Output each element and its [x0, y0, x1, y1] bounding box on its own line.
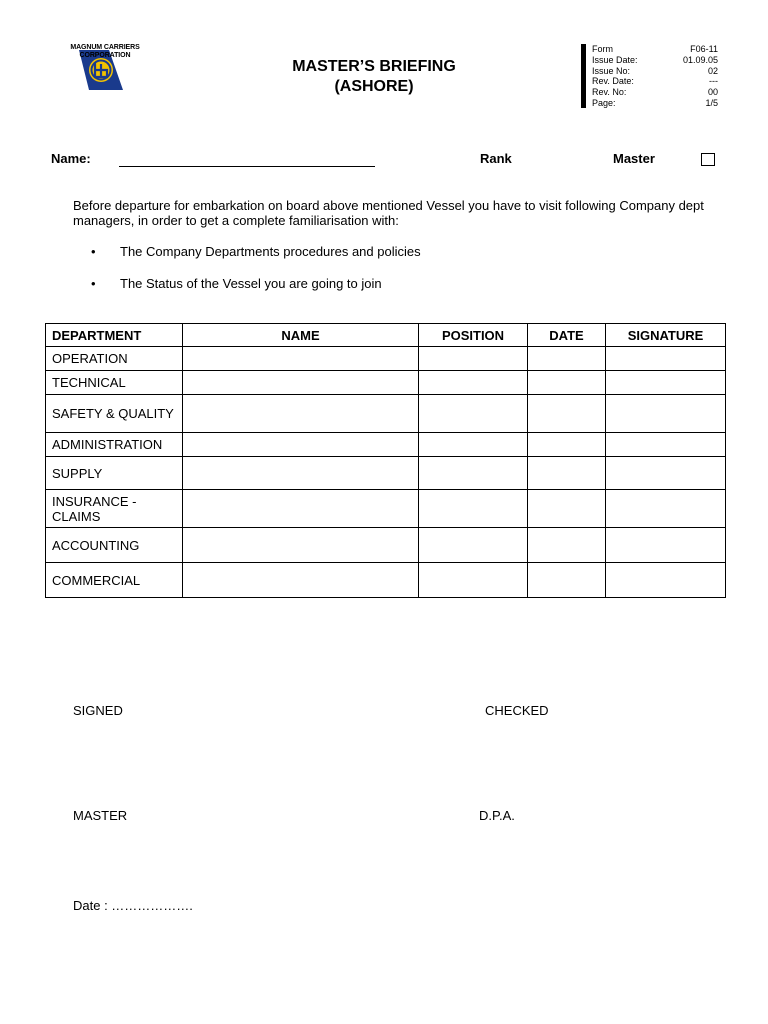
table-row — [46, 457, 726, 490]
form-info-row — [592, 98, 718, 109]
table-header-row — [46, 324, 726, 347]
column-header-department: DEPARTMENT — [46, 324, 183, 347]
company-name — [66, 44, 144, 60]
rank-label: Rank — [480, 151, 512, 166]
name-field[interactable] — [119, 166, 375, 167]
position-cell[interactable] — [419, 395, 528, 433]
signed-label: SIGNED — [73, 703, 123, 718]
checked-label: CHECKED — [485, 703, 549, 718]
company-name-line1: MAGNUM CARRIERS — [70, 44, 140, 51]
form-info-value: 00 — [707, 87, 718, 98]
page-subtitle: (ASHORE) — [334, 78, 414, 95]
form-info-value: 1/5 — [705, 97, 718, 108]
column-header-position: POSITION — [419, 324, 528, 347]
master-signature-label: MASTER — [73, 808, 128, 823]
position-cell[interactable] — [419, 457, 528, 490]
date-cell[interactable] — [528, 528, 606, 563]
position-cell[interactable] — [419, 528, 528, 563]
dpa-label: D.P.A. — [479, 808, 515, 823]
name-cell[interactable] — [183, 347, 419, 371]
table-row — [46, 563, 726, 598]
name-cell[interactable] — [183, 433, 419, 457]
department-cell: SUPPLY — [46, 457, 183, 490]
date-cell[interactable] — [528, 347, 606, 371]
name-cell[interactable] — [183, 528, 419, 563]
date-cell[interactable] — [528, 433, 606, 457]
form-info-bar — [581, 44, 586, 108]
form-info-label: Rev. Date: — [592, 76, 634, 87]
department-cell: COMMERCIAL — [46, 563, 183, 598]
department-cell: OPERATION — [46, 347, 183, 371]
form-info-row — [592, 66, 718, 77]
date-cell[interactable] — [528, 395, 606, 433]
position-cell[interactable] — [419, 371, 528, 395]
position-cell[interactable] — [419, 563, 528, 598]
form-info-value: --- — [709, 76, 718, 87]
master-label: Master — [613, 151, 655, 166]
date-field[interactable]: Date : ………………. — [73, 898, 193, 913]
form-info-row — [592, 44, 718, 55]
name-cell[interactable] — [183, 371, 419, 395]
bullet-icon: • — [91, 244, 96, 259]
table-row — [46, 433, 726, 457]
form-info-label: Page: — [592, 97, 616, 108]
signature-cell[interactable] — [606, 347, 726, 371]
department-cell: TECHNICAL — [46, 371, 183, 395]
form-info-label: Form — [592, 44, 613, 54]
position-cell[interactable] — [419, 347, 528, 371]
date-cell[interactable] — [528, 371, 606, 395]
signature-cell[interactable] — [606, 371, 726, 395]
bullet-item: The Company Departments procedures and policies — [120, 244, 421, 259]
form-info-value: F06-11 — [690, 44, 718, 54]
company-name-line2: CORPORATION — [79, 52, 131, 59]
department-cell: ACCOUNTING — [46, 528, 183, 563]
column-header-signature: SIGNATURE — [606, 324, 726, 347]
signature-cell[interactable] — [606, 563, 726, 598]
bullet-icon: • — [91, 276, 96, 291]
form-info-value: 02 — [707, 65, 718, 76]
form-info-label: Issue No: — [592, 65, 631, 76]
department-cell: INSURANCE - CLAIMS — [46, 490, 183, 528]
name-cell[interactable] — [183, 490, 419, 528]
page-title: MASTER’S BRIEFING — [292, 58, 456, 75]
table-row — [46, 490, 726, 528]
signature-cell[interactable] — [606, 395, 726, 433]
column-header-date: DATE — [528, 324, 606, 347]
master-checkbox[interactable] — [701, 153, 715, 166]
form-info-label: Issue Date: — [592, 54, 638, 65]
column-header-name: NAME — [183, 324, 419, 347]
signature-cell[interactable] — [606, 457, 726, 490]
position-cell[interactable] — [419, 490, 528, 528]
table-row — [46, 371, 726, 395]
form-info-value: 01.09.05 — [682, 54, 718, 65]
name-cell[interactable] — [183, 457, 419, 490]
name-cell[interactable] — [183, 563, 419, 598]
position-cell[interactable] — [419, 433, 528, 457]
table-row — [46, 528, 726, 563]
date-cell[interactable] — [528, 490, 606, 528]
form-info-row — [592, 76, 718, 87]
table-row — [46, 395, 726, 433]
form-info-row — [592, 87, 718, 98]
name-cell[interactable] — [183, 395, 419, 433]
signature-cell[interactable] — [606, 433, 726, 457]
date-cell[interactable] — [528, 563, 606, 598]
table-row — [46, 347, 726, 371]
signature-cell[interactable] — [606, 528, 726, 563]
department-cell: ADMINISTRATION — [46, 433, 183, 457]
department-table — [45, 323, 726, 598]
form-info-row — [592, 55, 718, 66]
form-info-label: Rev. No: — [592, 87, 627, 98]
name-label: Name: — [51, 151, 91, 166]
intro-paragraph: Before departure for embarkation on board above mentioned Vessel you have to visit following Company dept managers, in order to get a complete familiarisation with: — [73, 198, 704, 228]
date-cell[interactable] — [528, 457, 606, 490]
form-info — [592, 44, 718, 109]
signature-cell[interactable] — [606, 490, 726, 528]
department-cell: SAFETY & QUALITY — [46, 395, 183, 433]
bullet-item: The Status of the Vessel you are going to join — [120, 276, 382, 291]
